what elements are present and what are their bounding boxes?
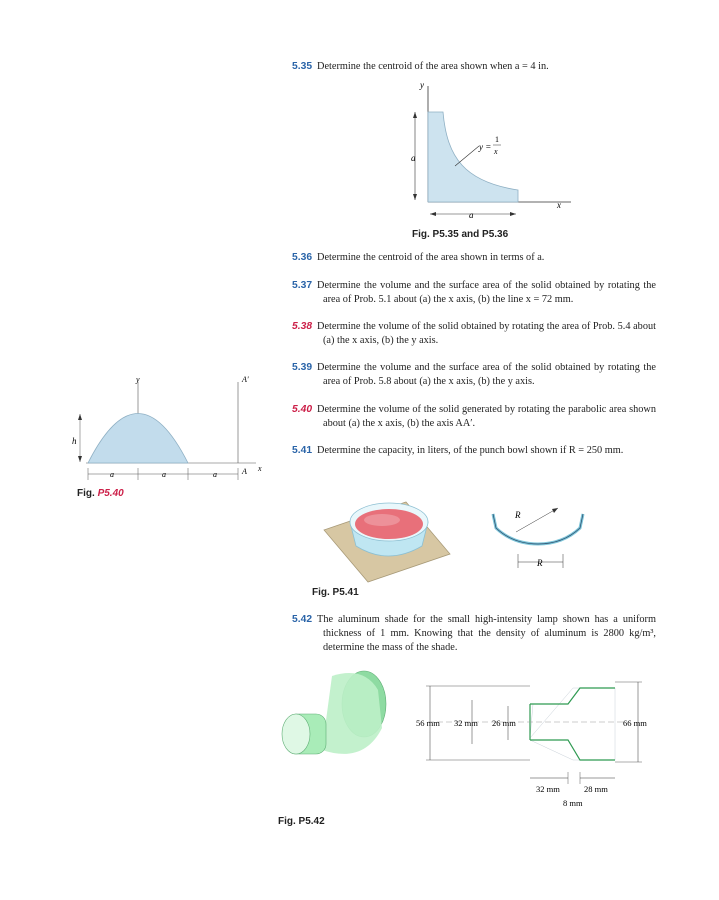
problem-number: 5.36 [292,252,313,263]
a-label: a [110,470,114,479]
R-radius-label: R [515,510,521,520]
problem-text: Determine the volume and the surface area of the solid obtained by rotating the area of Prob. 5.1 about (a) the x axis, (b) the line x = 72 mm. [317,280,656,305]
caption-prefix: Fig. [77,488,98,499]
bowl-section [493,514,583,544]
a-label: a [162,470,166,479]
figure-caption: Fig. P5.42 [278,816,325,827]
problem-text: Determine the volume of the solid generated by rotating the parabolic area shown about (a) the x axis, (b) the axis AA′. [317,404,656,429]
problem-number: 5.37 [292,280,313,291]
problem-5-36 [292,251,656,265]
dim-26-label: 26 mm [492,718,516,728]
figure-caption: Fig. P5.35 and P5.36 [412,229,509,240]
section-bottom [530,740,615,760]
problem-5-41 [292,444,656,458]
length-32-label: 32 mm [536,784,560,794]
length-8-label: 8 mm [563,798,583,808]
y-label: y [136,375,140,384]
curve-equation: y = [479,142,492,152]
a-horizontal-label: a [469,210,474,220]
problem-text: Determine the centroid of the area shown when a = 4 in. [317,61,549,72]
dim-56-label: 56 mm [416,718,440,728]
problem-text: Determine the volume of the solid obtained by rotating the area of Prob. 5.4 about (a) the x axis, (b) the y axis. [317,321,656,346]
problem-5-35 [292,60,656,74]
A-label: A [242,467,247,476]
dim-66-label: 66 mm [623,718,647,728]
problem-5-42 [292,613,656,655]
problem-number: 5.35 [292,61,313,72]
problem-number: 5.38 [292,321,313,332]
leader-line [455,146,479,166]
problem-5-40 [292,403,656,431]
h-label: h [72,436,77,446]
shade-small-end [282,714,310,754]
fraction-numerator: 1 [495,135,499,144]
fraction-denominator: x [494,147,498,156]
a-vertical-label: a [411,153,416,163]
A-prime-label: A′ [242,375,249,384]
problem-5-37 [292,279,656,307]
figure-caption-p5-40 [77,488,124,499]
figure-p5-35 [395,78,575,228]
figure-p5-41 [318,484,598,584]
a-label: a [213,470,217,479]
problem-5-38 [292,320,656,348]
problem-text: Determine the centroid of the area shown in terms of a. [317,252,545,263]
y-label: y [420,80,424,90]
caption-number: P5.40 [97,488,124,499]
section-top [530,688,615,704]
figure-p5-42 [268,668,668,818]
x-label: x [557,200,561,210]
figure-p5-40 [70,370,280,488]
problem-text: Determine the capacity, in liters, of the punch bowl shown if R = 250 mm. [317,445,624,456]
R-base-label: R [537,558,543,568]
problem-number: 5.39 [292,362,313,373]
problem-text: Determine the volume and the surface area of the solid obtained by rotating the area of Prob. 5.8 about (a) the x axis, (b) the y axis. [317,362,656,387]
problem-number: 5.40 [292,404,313,415]
shaded-area [428,112,518,202]
problem-number: 5.41 [292,445,313,456]
length-28-label: 28 mm [584,784,608,794]
dim-32-label: 32 mm [454,718,478,728]
problem-text: The aluminum shade for the small high-intensity lamp shown has a uniform thickness of 1 mm. Knowing that the density of aluminum is 2800 kg/m³, determine the mass of the shade. [317,614,656,653]
figure-caption: Fig. P5.41 [312,587,359,598]
x-label: x [258,464,262,473]
parabolic-area [88,414,188,464]
problem-number: 5.42 [292,614,313,625]
problem-5-39 [292,361,656,389]
radius-line [516,508,558,532]
